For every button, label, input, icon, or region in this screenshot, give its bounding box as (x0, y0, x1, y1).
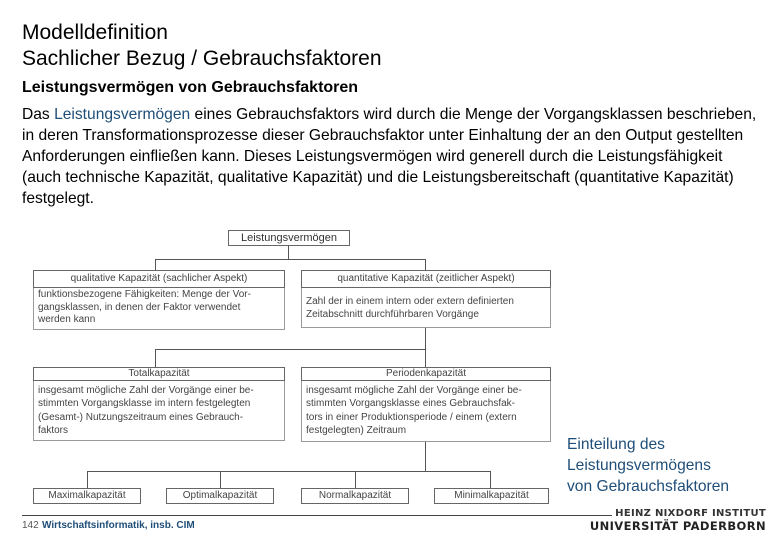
desc-line: tors in einer Produktionsperiode / einem (extern (306, 411, 517, 423)
connector-to-max (87, 471, 88, 488)
max-capacity-node (33, 488, 141, 504)
diagram-caption (567, 434, 772, 497)
connector-to-min (490, 471, 491, 488)
total-capacity-desc (33, 381, 285, 441)
university-logo (590, 508, 766, 533)
root-node (228, 230, 350, 246)
desc-line: stimmten Vorgangsklasse im intern festgelegten (38, 398, 251, 410)
desc-line: insgesamt mögliche Zahl der Vorgänge einer be- (38, 385, 254, 396)
qualitative-capacity-label: qualitative Kapazität (sachlicher Aspekt) (70, 272, 248, 284)
opt-capacity-label: Optimalkapazität (182, 489, 258, 501)
desc-line: werden kann (38, 314, 96, 326)
total-capacity-label: Totalkapazität (128, 367, 190, 379)
max-capacity-label: Maximalkapazität (48, 489, 126, 501)
period-capacity-desc (301, 381, 551, 442)
slide-title (22, 20, 762, 72)
body-highlight: Leistungsvermögen (54, 106, 191, 123)
total-capacity-header (33, 367, 285, 381)
period-capacity-header (301, 367, 551, 381)
connector-to-total (155, 349, 156, 367)
qualitative-capacity-desc (33, 288, 285, 330)
body-paragraph (22, 104, 762, 209)
quantitative-capacity-header (301, 270, 551, 288)
desc-line: Zeitabschnitt durchführbaren Vorgänge (306, 308, 479, 320)
quantitative-capacity-desc (301, 288, 551, 328)
logo-line-1: HEINZ NIXDORF INSTITUT (615, 508, 766, 519)
min-capacity-node (434, 488, 549, 504)
normal-capacity-node (301, 488, 409, 504)
connector-to-quantitative (425, 259, 426, 270)
body-prefix: Das (22, 106, 55, 123)
desc-line: gangsklassen, in denen der Faktor verwendet (38, 301, 241, 313)
desc-line: funktionsbezogene Fähigkeiten: Menge der Vor- (38, 289, 251, 300)
connector-level2-bar (155, 349, 425, 350)
connector-to-period (425, 349, 426, 367)
page-number: 142 (22, 520, 39, 531)
period-capacity-label: Periodenkapazität (385, 367, 467, 379)
connector-to-opt (220, 471, 221, 488)
caption-line: Einteilung des (567, 436, 665, 453)
caption-line: Leistungsvermögens (567, 457, 711, 474)
desc-line: Zahl der in einem intern oder extern definierten (306, 296, 514, 307)
quantitative-capacity-label: quantitative Kapazität (zeitlicher Aspekt) (337, 272, 515, 284)
footer-text: Wirtschaftsinformatik, insb. CIM (42, 520, 195, 531)
logo-line-2: UNIVERSITÄT PADERBORN (589, 519, 766, 533)
connector-period-down (425, 442, 426, 472)
desc-line: festgelegten) Zeitraum (306, 425, 407, 437)
normal-capacity-label: Normalkapazität (318, 489, 392, 501)
desc-line: stimmten Vorgangsklasse eines Gebrauchsfak- (306, 398, 515, 410)
connector-quantitative-down (425, 328, 426, 350)
footer-divider (22, 515, 612, 516)
desc-line: (Gesamt-) Nutzungszeitraum eines Gebrauch- (38, 411, 244, 423)
min-capacity-label: Minimalkapazität (454, 489, 529, 501)
root-node-label: Leistungsvermögen (240, 231, 337, 244)
desc-line: insgesamt mögliche Zahl der Vorgänge einer be- (306, 385, 522, 396)
opt-capacity-node (166, 488, 274, 504)
body-rest: eines Gebrauchsfaktors wird durch die Menge der Vorgangsklassen beschrieben, in deren Transformationsprozesse dieser Gebrauchsfaktor unter Einhaltung der an den Output gestellten Anforderungen einfließen kann. Dieses Leistungsvermögen wird generell durch die Leistungsfähigkeit (auch technische Kapazität, qualitative Kapazität) und die Leistungsbereitschaft (quantitative Kapazität) festgelegt. (22, 106, 757, 207)
connector-level3-bar (87, 471, 490, 472)
connector-root-down (288, 245, 289, 260)
desc-line: faktors (38, 425, 69, 437)
qualitative-capacity-header (33, 270, 285, 288)
connector-to-normal (355, 471, 356, 488)
slide-subtitle: Leistungsvermögen von Gebrauchsfaktoren (22, 79, 359, 96)
caption-line: von Gebrauchsfaktoren (567, 478, 730, 495)
title-line-2: Sachlicher Bezug / Gebrauchsfaktoren (22, 47, 382, 70)
connector-to-qualitative (155, 259, 156, 270)
title-line-1: Modelldefinition (22, 21, 168, 44)
connector-level1-bar (155, 259, 425, 260)
